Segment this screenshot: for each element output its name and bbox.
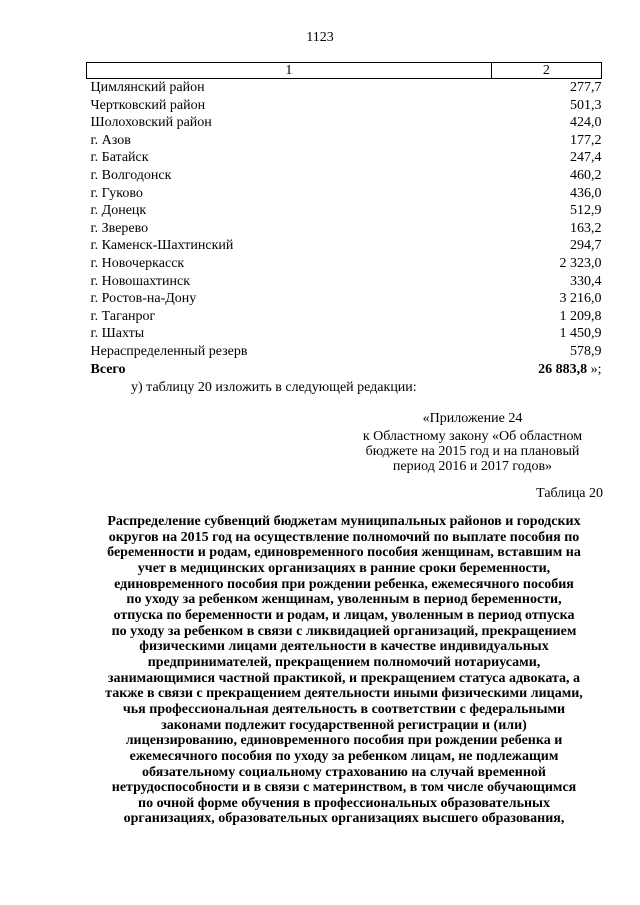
table-row — [87, 202, 602, 220]
subvention-amount: 1 209,8 — [559, 308, 602, 324]
heading-line: занимающимися частной практикой, и прекращением статуса адвоката, а — [107, 670, 581, 686]
heading-line: Распределение субвенций бюджетам муниципальных районов и городских — [107, 514, 581, 529]
heading-line: организациях, образовательных организациях высшего образования, — [123, 811, 565, 827]
district-name: г. Новошахтинск — [90, 273, 191, 289]
amendment-instruction: у) таблицу 20 изложить в следующей редакции: — [131, 380, 417, 395]
page-number: 1123 — [306, 30, 334, 45]
heading-line: единовременного пособия при рождении ребенка, ежемесячного пособия — [114, 576, 574, 592]
district-name: Нераспределенный резерв — [90, 343, 248, 359]
subvention-table-container — [86, 62, 602, 378]
subvention-amount: 177,2 — [570, 132, 602, 148]
district-name: г. Батайск — [90, 150, 149, 166]
heading-line: беременности и родам, единовременного пособия женщинам, вставшим на — [107, 545, 581, 561]
appendix-line: к Областному закону «Об областном — [362, 429, 583, 444]
column-header-1: 1 — [87, 63, 492, 79]
table-row — [87, 132, 602, 150]
district-name: г. Азов — [90, 132, 131, 148]
subvention-table — [86, 62, 602, 378]
subvention-amount: 424,0 — [570, 115, 602, 131]
district-name: г. Волгодонск — [90, 167, 172, 183]
total-value: 26 883,8 — [538, 361, 588, 377]
district-name: г. Гуково — [90, 185, 143, 201]
district-name: г. Шахты — [90, 326, 145, 342]
table-row — [87, 343, 602, 361]
table-heading — [86, 514, 602, 827]
heading-line: по очной форме обучения в профессиональных образовательных — [138, 795, 550, 811]
subvention-amount: 1 450,9 — [559, 326, 602, 342]
heading-line: округов на 2015 год на осуществление полномочий по выплате пособия по — [108, 529, 580, 545]
appendix-title: «Приложение 24 — [422, 411, 523, 426]
table-row — [87, 185, 602, 203]
subvention-amount: 460,2 — [570, 167, 602, 183]
appendix-line: период 2016 и 2017 годов» — [392, 459, 553, 474]
subvention-amount: 501,3 — [570, 97, 602, 113]
subvention-amount: 294,7 — [570, 238, 602, 254]
appendix-reference — [340, 411, 605, 474]
table-total-row — [87, 361, 602, 379]
district-name: г. Новочеркасск — [90, 255, 185, 271]
district-name: г. Донецк — [90, 203, 147, 219]
subvention-amount: 3 216,0 — [559, 291, 602, 307]
table-row — [87, 290, 602, 308]
heading-line: ежемесячного пособия по уходу за ребенком лицам, не подлежащим — [129, 748, 559, 764]
district-name: г. Каменск-Шахтинский — [90, 238, 234, 254]
heading-line: лицензированию, единовременного пособия при рождении ребенка и — [125, 733, 563, 749]
table-row — [87, 220, 602, 238]
table-row — [87, 149, 602, 167]
table-row — [87, 114, 602, 132]
total-trail: »; — [587, 361, 602, 377]
table-row — [87, 237, 602, 255]
table-label: Таблица 20 — [536, 486, 603, 501]
subvention-amount: 512,9 — [570, 203, 602, 219]
subvention-amount: 578,9 — [570, 343, 602, 359]
table-row — [87, 97, 602, 115]
table-body — [87, 79, 602, 361]
table-row — [87, 273, 602, 291]
table-header-row — [87, 63, 602, 79]
heading-line: физическими лицами деятельности в качестве индивидуальных — [139, 639, 549, 655]
heading-line: чья профессиональная деятельность в соответствии с федеральными — [122, 701, 566, 717]
district-name: Шолоховский район — [90, 115, 212, 131]
district-name: Цимлянский район — [90, 80, 205, 95]
subvention-amount: 2 323,0 — [559, 255, 602, 271]
heading-line: по уходу за ребенком в связи с ликвидацией организаций, прекращением — [111, 623, 577, 639]
heading-line: учет в медицинских организациях в ранние сроки беременности, — [137, 560, 551, 576]
subvention-amount: 163,2 — [570, 220, 602, 236]
heading-line: предпринимателей, прекращением полномочий нотариусами, — [147, 654, 541, 670]
table-row — [87, 79, 602, 97]
table-row — [87, 255, 602, 273]
table-row — [87, 167, 602, 185]
heading-line: отпуска по беременности и родам, и лицам, уволенным в период отпуска — [113, 607, 575, 623]
column-header-2: 2 — [491, 63, 601, 79]
total-value-cell — [491, 361, 601, 379]
total-label: Всего — [90, 361, 126, 377]
heading-line: законами подлежит государственной регистрации и (или) — [161, 717, 527, 733]
district-name: г. Ростов-на-Дону — [90, 291, 197, 307]
heading-line: нетрудоспособности и в связи с материнством, в том числе обучающимся — [111, 780, 577, 796]
subvention-amount: 247,4 — [570, 150, 602, 166]
heading-line: также в связи с прекращением деятельности иными физическими лицами, — [105, 686, 583, 702]
district-name: г. Зверево — [90, 220, 149, 236]
subvention-amount: 436,0 — [570, 185, 602, 201]
district-name: г. Таганрог — [90, 308, 156, 324]
subvention-amount: 277,7 — [570, 80, 602, 95]
table-row — [87, 308, 602, 326]
district-name: Чертковский район — [90, 97, 206, 113]
table-row — [87, 325, 602, 343]
subvention-amount: 330,4 — [570, 273, 602, 289]
heading-line: обязательному социальному страхованию на случай временной — [142, 764, 546, 780]
heading-line: по уходу за ребенком женщинам, уволенным в период беременности, — [126, 592, 562, 608]
appendix-line: бюджете на 2015 год и на плановый — [365, 444, 580, 459]
